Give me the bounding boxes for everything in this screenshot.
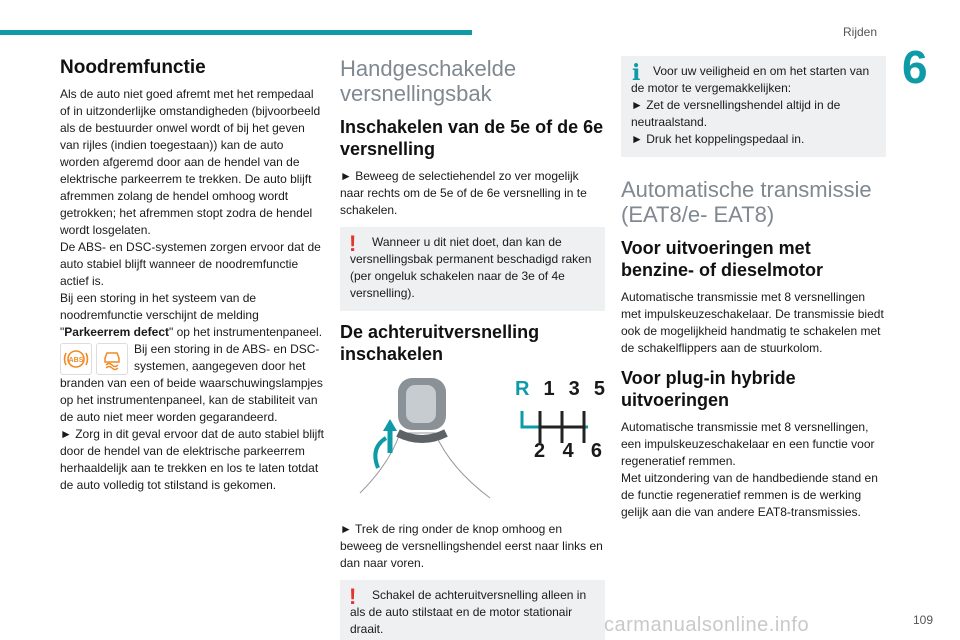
exclamation-icon: ! bbox=[349, 584, 357, 609]
automatic-transmission-title: Automatische transmissie (EAT8/e- EAT8) bbox=[621, 177, 872, 227]
column-automatic-transmission bbox=[621, 56, 886, 521]
manual-gearbox-title: Handgeschakelde versnellingsbak bbox=[340, 56, 517, 106]
warning-text: Wanneer u dit niet doet, dan kan de versnellingsbak permanent beschadigd raken (per ongeluk schakelen naar de 3e of 4e versnelling). bbox=[350, 235, 592, 300]
gear-label: 6 bbox=[590, 440, 602, 462]
column-emergency-braking bbox=[60, 56, 325, 494]
gear-label: 4 bbox=[562, 440, 574, 462]
warning-icons bbox=[60, 343, 128, 375]
header-accent-bar bbox=[0, 30, 472, 35]
gear-label-reverse: R bbox=[515, 378, 530, 400]
gear-pattern-diagram bbox=[522, 411, 588, 443]
reverse-gear-heading: De achteruitversnelling inschakelen bbox=[340, 322, 540, 364]
gear-labels-top bbox=[515, 378, 605, 400]
instruction-step: ► Zorg in dit geval ervoor dat de auto stabiel blijft door de hendel van de elektrische parkeerrem herhaaldelijk aan te trekken en los te laten totdat de auto volledig tot stilstand is gekomen. bbox=[60, 427, 325, 492]
gear-label: 5 bbox=[593, 378, 605, 400]
page-number: 109 bbox=[913, 613, 934, 627]
gear-label: 1 bbox=[543, 378, 555, 400]
paragraph: De ABS- en DSC-systemen zorgen ervoor dat de auto stabiel blijft wanneer de noodremfunctie actief is. bbox=[60, 240, 321, 288]
warning-text: Schakel de achteruitversnelling alleen in als de auto stilstaat en de motor stationair draait. bbox=[350, 588, 587, 636]
instruction-step: ► Druk het koppelingspedaal in. bbox=[631, 132, 805, 146]
instruction-step: ► Beweeg de selectiehendel zo ver mogelijk naar rechts om de 5e of de 6e versnelling in te schakelen. bbox=[340, 169, 587, 217]
watermark: carmanualsonline.info bbox=[604, 614, 810, 636]
warning-box bbox=[340, 580, 605, 640]
instruction-step: ► Trek de ring onder de knop omhoog en beweeg de versnellingshendel eerst naar links en dan naar voren. bbox=[340, 522, 603, 570]
gear-label: 3 bbox=[568, 378, 580, 400]
exclamation-icon: ! bbox=[349, 231, 357, 256]
petrol-diesel-heading: Voor uitvoeringen met benzine- of dieselmotor bbox=[621, 238, 824, 280]
section-title: Rijden bbox=[843, 25, 878, 39]
info-box bbox=[621, 56, 886, 157]
emergency-braking-title: Noodremfunctie bbox=[60, 57, 206, 78]
column-manual-gearbox bbox=[340, 56, 605, 640]
gear-shift-illustration bbox=[340, 373, 605, 513]
plugin-hybrid-heading: Voor plug-in hybride uitvoeringen bbox=[621, 368, 796, 410]
paragraph: Met uitzondering van de handbediende stand en de functie regeneratief remmen is de werking gelijk aan die van andere EAT8-transmissies. bbox=[621, 471, 878, 519]
info-text: Voor uw veiligheid en om het starten van de motor te vergemakkelijken: bbox=[631, 64, 870, 95]
parking-brake-fault-message: Parkeerrem defect bbox=[64, 325, 169, 339]
dsc-warning-icon bbox=[96, 343, 128, 375]
paragraph: Automatische transmissie met 8 versnellingen met impulskeuzeschakelaar. De transmissie biedt ook de mogelijkheid handmatig te schakelen met de schakelflippers aan de stuurkolom. bbox=[621, 290, 884, 355]
chapter-number: 6 bbox=[902, 41, 928, 93]
gear-label: 2 bbox=[534, 440, 546, 462]
fifth-sixth-gear-heading: Inschakelen van de 5e of de 6e versnelling bbox=[340, 117, 604, 159]
warning-icons-paragraph bbox=[60, 341, 325, 426]
instruction-step: ► Zet de versnellingshendel altijd in de neutraalstand. bbox=[631, 98, 841, 129]
paragraph: Automatische transmissie met 8 versnellingen, een impulskeuzeschakelaar en een functie voor regeneratief remmen. bbox=[621, 420, 875, 468]
info-icon: i bbox=[632, 60, 641, 86]
paragraph: Bij een storing in de ABS- en DSC-systemen, aangegeven door het branden van een of beide waarschuwingslampjes op het instrumentenpaneel, kan de stabiliteit van de auto niet meer worden gegarandeerd. bbox=[60, 342, 323, 424]
warning-box bbox=[340, 227, 605, 311]
paragraph: Als de auto niet goed afremt met het rempedaal of in uitzonderlijke omstandigheden (bijvoorbeeld als de bestuurder onwel wordt of bij het geven van rijles (indien toegestaan)) kan de auto worden afgeremd door aan de hendel van de elektrische parkeerrem te trekken. De auto blijft afremmen zolang de hendel omhoog wordt getrokken; het afremmen stopt zodra de hendel wordt losgelaten. bbox=[60, 87, 321, 237]
svg-text:ABS: ABS bbox=[68, 357, 84, 364]
gear-labels-bottom bbox=[534, 440, 602, 462]
abs-warning-icon bbox=[60, 343, 92, 375]
paragraph: Bij een storing in het systeem van de noodremfunctie verschijnt de melding "Parkeerrem defect" op het instrumentenpaneel. bbox=[60, 291, 323, 339]
